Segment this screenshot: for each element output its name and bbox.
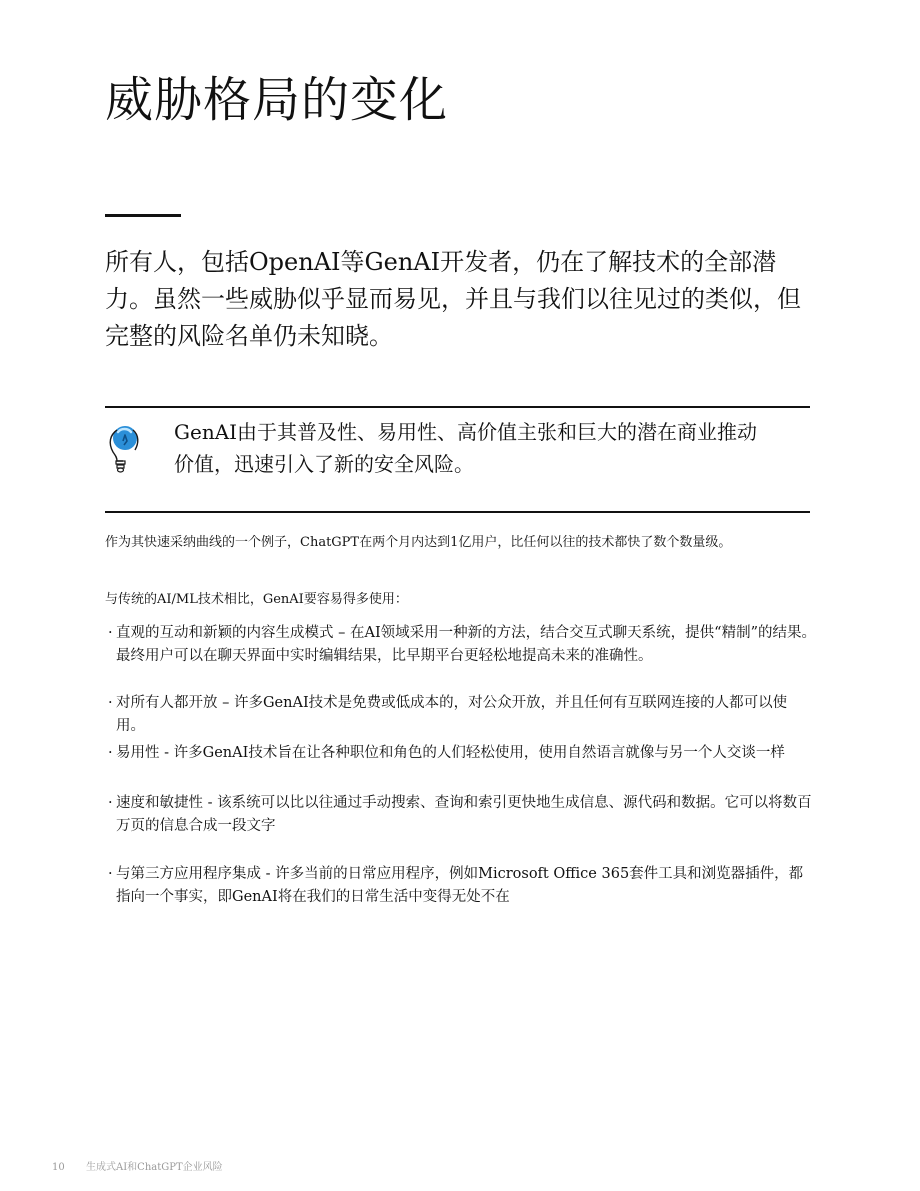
bullet-marker: · [108, 745, 113, 761]
list-item-text: 易用性 - 许多GenAI技术旨在让各种职位和角色的人们轻松使用，使用自然语言就像与另一个人交谈一样 [116, 745, 785, 761]
list-item-text: 直观的互动和新颖的内容生成模式 – 在AI领域采用一种新的方法，结合交互式聊天系统，提供“精制”的结果。最终用户可以在聊天界面中实时编辑结果，比早期平台更轻松地提高未来的准确性。 [116, 625, 816, 664]
list-item [108, 742, 816, 765]
bullet-marker: · [108, 795, 113, 811]
bullet-marker: · [108, 866, 113, 882]
footer-doc-title: 生成式AI和ChatGPT企业风险 [86, 1162, 223, 1173]
ease-of-use-intro: 与传统的AI/ML技术相比，GenAI要容易得多使用： [105, 592, 408, 607]
callout-top-rule [105, 406, 810, 408]
page-number: 10 [52, 1162, 65, 1173]
callout-text: GenAI由于其普及性、易用性、高价值主张和巨大的潜在商业推动价值，迅速引入了新的安全风险。 [174, 420, 758, 476]
bullet-marker: · [108, 695, 113, 711]
list-item-text: 对所有人都开放 – 许多GenAI技术是免费或低成本的，对公众开放，并且任何有互联网连接的人都可以使用。 [116, 695, 788, 734]
callout-bottom-rule [105, 511, 810, 513]
list-item [108, 792, 816, 838]
list-item-text: 与第三方应用程序集成 - 许多当前的日常应用程序，例如Microsoft Office 365套件工具和浏览器插件，都指向一个事实，即GenAI将在我们的日常生活中变得无处不在 [116, 866, 804, 905]
adoption-paragraph: 作为其快速采纳曲线的一个例子，ChatGPT在两个月内达到1亿用户，比任何以往的技术都快了数个数量级。 [105, 535, 732, 550]
intro-paragraph: 所有人，包括OpenAI等GenAI开发者，仍在了解技术的全部潜力。虽然一些威胁似乎显而易见，并且与我们以往见过的类似，但完整的风险名单仍未知晓。 [105, 248, 801, 350]
list-item [108, 622, 816, 668]
list-item-text: 速度和敏捷性 - 该系统可以比以往通过手动搜索、查询和索引更快地生成信息、源代码和数据。它可以将数百万页的信息合成一段文字 [116, 795, 812, 834]
title-underline [105, 214, 181, 217]
lightbulb-icon [104, 421, 144, 473]
bullet-marker: · [108, 625, 113, 641]
list-item [108, 863, 816, 909]
page-title: 威胁格局的变化 [105, 72, 449, 128]
page-footer [52, 1161, 223, 1175]
list-item [108, 692, 816, 738]
